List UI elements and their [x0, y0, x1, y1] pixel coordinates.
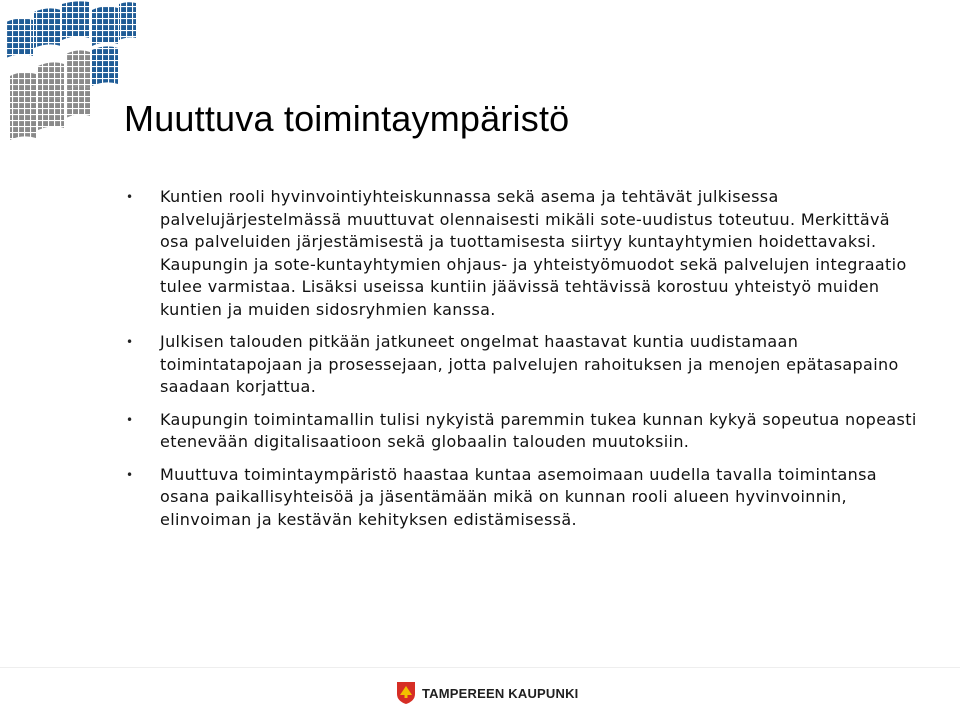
- bullet-item: [124, 409, 924, 454]
- bullet-text: Kuntien rooli hyvinvointiyhteiskunnassa sekä asema ja tehtävät julkisessa palvelujärjestelmässä muuttuvat olennaisesti mikäli sote-uudistus toteutuu. Merkittävä osa palveluiden järjestämisestä ja tuottamisesta siirtyy kuntayhtymien hoidettavaksi. Kaupungin ja sote-kuntayhtymien ohjaus- ja yhteistyömuodot sekä palvelujen integraatio tulee varmistaa. Lisäksi useissa kuntiin jäävissä tehtävissä korostuu yhteistyö muiden kuntien ja muiden sidosryhmien kanssa.: [160, 187, 907, 319]
- bullet-item: [124, 186, 924, 321]
- logo-tiles-icon: [0, 0, 140, 140]
- bullet-marker: •: [126, 412, 134, 427]
- footer-brand-text: TAMPEREEN KAUPUNKI: [422, 685, 579, 701]
- tampere-crest-icon: [396, 681, 416, 705]
- bullet-text: Kaupungin toimintamallin tulisi nykyistä paremmin tukea kunnan kykyä sopeutua nopeasti etenevään digitalisaatioon sekä globaalin talouden muutoksiin.: [160, 409, 917, 451]
- footer-divider: [0, 667, 960, 668]
- bullet-item: [124, 464, 924, 532]
- slide-title: Muuttuva toimintaympäristö: [124, 98, 570, 139]
- bullet-text: Julkisen talouden pitkään jatkuneet ongelmat haastavat kuntia uudistamaan toimintatapojaan ja prosessejaan, jotta palvelujen rahoituksen ja menojen epätasapaino saadaan korjattua.: [160, 332, 899, 396]
- bullet-item: [124, 331, 924, 399]
- bullet-list: [124, 186, 924, 541]
- footer-brand: [396, 681, 578, 705]
- bullet-marker: •: [126, 335, 134, 349]
- bullet-marker: •: [126, 467, 134, 482]
- bullet-marker: •: [126, 190, 134, 204]
- bullet-text: Muuttuva toimintaympäristö haastaa kuntaa asemoimaan uudella tavalla toimintansa osana paikallisyhteisöä ja jäsentämään mikä on kunnan rooli alueen hyvinvoinnin, elinvoiman ja kestävän kehityksen edistämisessä.: [160, 464, 877, 529]
